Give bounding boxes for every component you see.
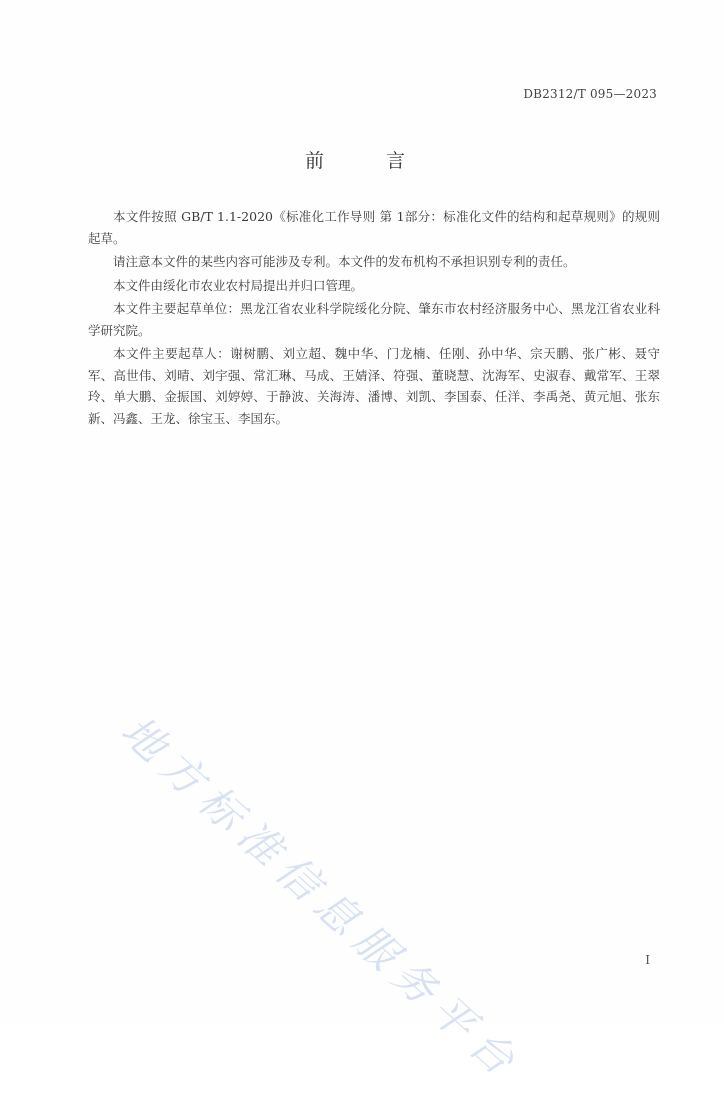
paragraph-drafting-rules: 本文件按照 GB/T 1.1-2020《标准化工作导则 第 1部分：标准化文件的结构和起草规则》的规则起草。 [88,209,660,246]
page-title: 前 言 [304,150,434,172]
paragraph-patent-notice: 请注意本文件的某些内容可能涉及专利。本文件的发布机构不承担识别专利的责任。 [113,254,576,269]
document-body [88,206,660,431]
watermark: 地方标准信息服务平台 [111,705,532,1091]
page-number: I [645,953,650,967]
paragraph-drafters: 本文件主要起草人：谢树鹏、刘立超、魏中华、门龙楠、任刚、孙中华、宗天鹏、张广彬、聂守军、高世伟、刘晴、刘宇强、常汇琳、马成、王婧泽、符强、董晓慧、沈海军、史淑春、戴常军、王翠玲、单大鹏、金振国、刘婷婷、于静波、关海涛、潘博、刘凯、李国泰、任洋、李禹尧、黄元旭、张东新、冯鑫、王龙、徐宝玉、李国东。 [88,346,660,426]
document-code: DB2312/T 095—2023 [523,87,657,101]
paragraph-drafting-units: 本文件主要起草单位：黑龙江省农业科学院绥化分院、肇东市农村经济服务中心、黑龙江省农业科学研究院。 [88,301,660,338]
paragraph-proposer: 本文件由绥化市农业农村局提出并归口管理。 [113,277,364,293]
